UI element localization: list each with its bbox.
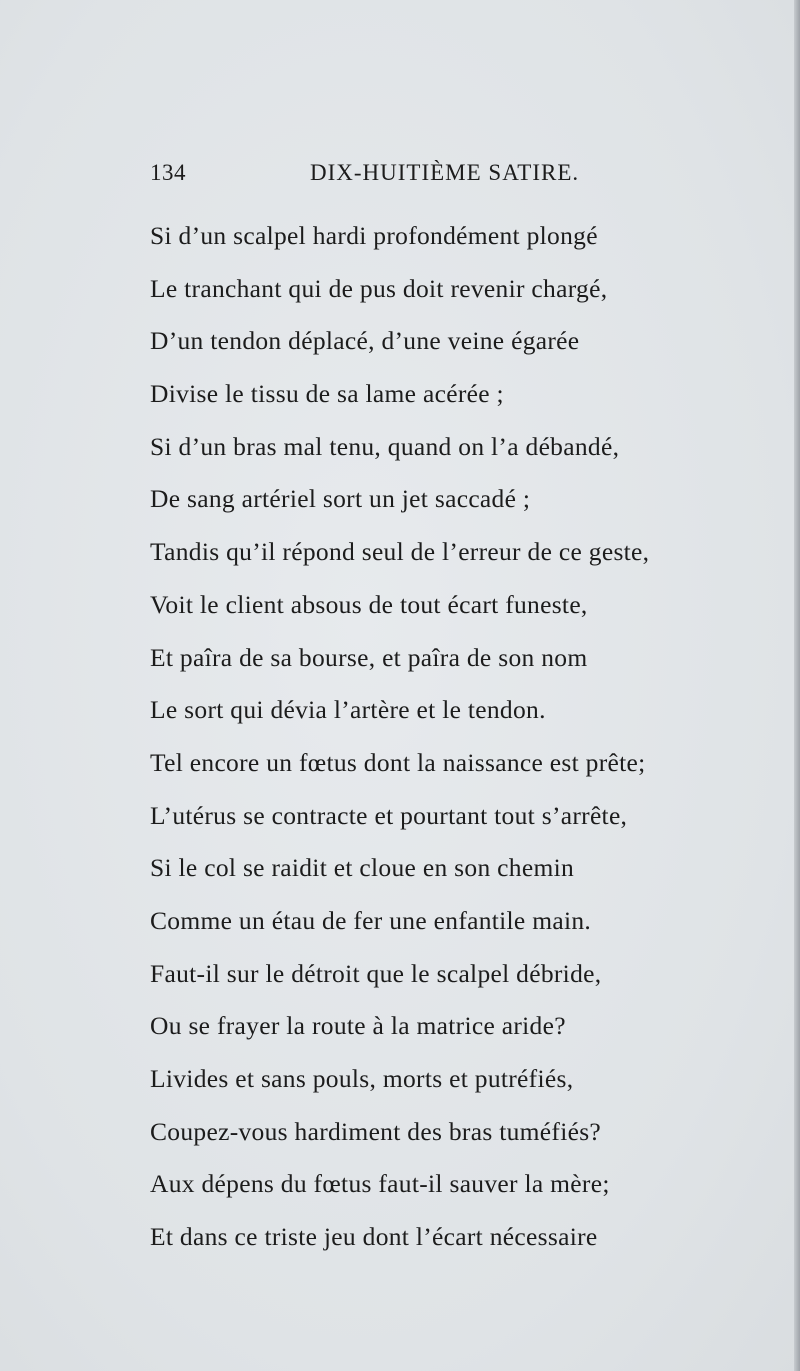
verse-line: Et paîra de sa bourse, et paîra de son nom bbox=[150, 642, 588, 672]
page-header bbox=[150, 160, 590, 194]
verse-line: Tandis qu’il répond seul de l’erreur de ce geste, bbox=[150, 537, 650, 567]
verse-line: Livides et sans pouls, morts et putréfiés, bbox=[150, 1064, 574, 1093]
verse-line: D’un tendon déplacé, d’une veine égarée bbox=[150, 326, 580, 356]
page-number: 134 bbox=[150, 160, 186, 185]
verse-line: Tel encore un fœtus dont la naissance est prête; bbox=[150, 747, 646, 777]
verse-line: Ou se frayer la route à la matrice aride? bbox=[150, 1011, 566, 1041]
verse-line: Le sort qui dévia l’artère et le tendon. bbox=[150, 695, 546, 725]
verse-block bbox=[150, 210, 710, 1264]
verse-line: Le tranchant qui de pus doit revenir chargé, bbox=[150, 273, 608, 303]
verse-line: Voit le client absous de tout écart funeste, bbox=[150, 589, 588, 619]
verse-line: Coupez-vous hardiment des bras tuméfiés? bbox=[150, 1116, 602, 1146]
verse-line: L’utérus se contracte et pourtant tout s’arrête, bbox=[150, 800, 628, 830]
verse-line: Divise le tissu de sa lame acérée ; bbox=[150, 379, 504, 409]
verse-line: Aux dépens du fœtus faut-il sauver la mère; bbox=[150, 1169, 610, 1199]
running-title: DIX-HUITIÈME SATIRE. bbox=[310, 160, 580, 185]
verse-line: Si d’un bras mal tenu, quand on l’a débandé, bbox=[150, 431, 620, 461]
verse-line: Et dans ce triste jeu dont l’écart nécessaire bbox=[150, 1222, 598, 1252]
page-edge bbox=[794, 0, 800, 1371]
verse-line: Comme un étau de fer une enfantile main. bbox=[150, 905, 592, 935]
verse-line: Faut-il sur le détroit que le scalpel débride, bbox=[150, 958, 602, 988]
verse-line: De sang artériel sort un jet saccadé ; bbox=[150, 484, 531, 514]
verse-line: Si d’un scalpel hardi profondément plongé bbox=[150, 221, 598, 250]
verse-line: Si le col se raidit et cloue en son chemin bbox=[150, 853, 575, 883]
